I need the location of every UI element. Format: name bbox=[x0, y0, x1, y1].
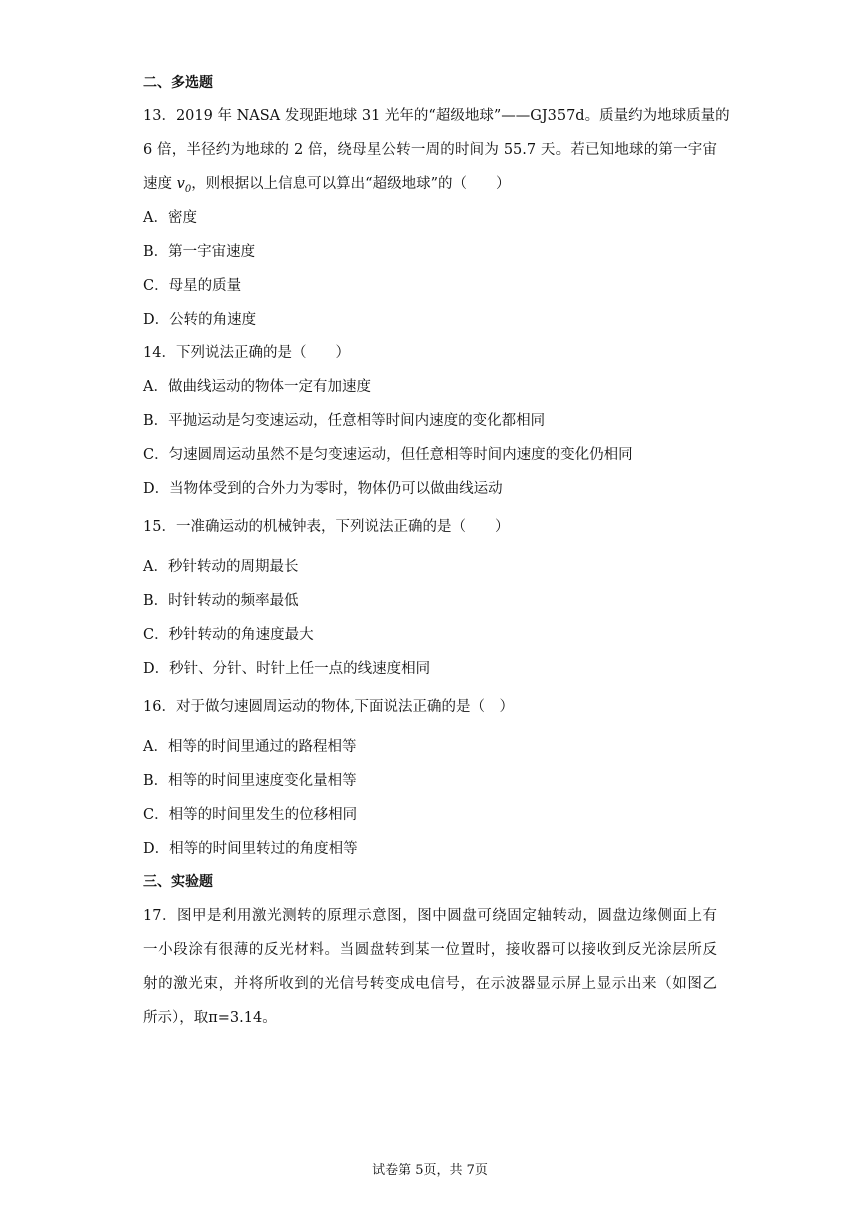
q13-option-b: B．第一宇宙速度 bbox=[143, 244, 256, 260]
q17-stem-line-3: 射的激光束，并将所收到的光信号转变成电信号，在示波器显示屏上显示出来（如图乙 bbox=[143, 976, 717, 992]
q17-stem-line-1: 17．图甲是利用激光测转的原理示意图，图中圆盘可绕固定轴转动，圆盘边缘侧面上有 bbox=[143, 908, 717, 924]
q14-option-c: C．匀速圆周运动虽然不是匀变速运动，但任意相等时间内速度的变化仍相同 bbox=[143, 447, 633, 463]
q13-stem-line-2: 6 倍，半径约为地球的 2 倍，绕母星公转一周的时间为 55.7 天。若已知地球的第一宇宙 bbox=[143, 142, 717, 158]
q15-option-b: B．时针转动的频率最低 bbox=[143, 593, 299, 609]
q15-option-c: C．秒针转动的角速度最大 bbox=[143, 627, 314, 643]
q16-option-c: C．相等的时间里发生的位移相同 bbox=[143, 807, 358, 823]
q17-stem-line-4: 所示），取π=3.14。 bbox=[143, 1010, 277, 1026]
q13-stem-line-3 bbox=[143, 174, 511, 200]
q14-option-a: A．做曲线运动的物体一定有加速度 bbox=[143, 379, 371, 395]
q16-option-a: A．相等的时间里通过的路程相等 bbox=[143, 739, 357, 755]
q16-option-d: D．相等的时间里转过的角度相等 bbox=[143, 841, 358, 857]
q13-stem-line-1: 13．2019 年 NASA 发现距地球 31 光年的“超级地球”——GJ357d。质量约为地球质量的 bbox=[143, 108, 730, 124]
q14-option-b: B．平抛运动是匀变速运动，任意相等时间内速度的变化都相同 bbox=[143, 413, 546, 429]
page-footer: 试卷第 5页，共 7页 bbox=[372, 1163, 488, 1178]
q14-stem: 14．下列说法正确的是（ ） bbox=[143, 345, 350, 361]
q16-stem: 16．对于做匀速圆周运动的物体,下面说法正确的是（ ） bbox=[143, 699, 515, 715]
q15-option-d: D．秒针、分针、时针上任一点的线速度相同 bbox=[143, 661, 431, 677]
q13-variable-v: v bbox=[176, 176, 185, 192]
q17-stem-line-2: 一小段涂有很薄的反光材料。当圆盘转到某一位置时，接收器可以接收到反光涂层所反 bbox=[143, 942, 717, 958]
section-heading-experiment: 三、实验题 bbox=[143, 874, 213, 890]
q13-option-c: C．母星的质量 bbox=[143, 278, 242, 294]
q13-text-a: 速度 bbox=[143, 176, 177, 192]
section-heading-multiple-choice: 二、多选题 bbox=[143, 75, 213, 91]
q16-option-b: B．相等的时间里速度变化量相等 bbox=[143, 773, 357, 789]
q13-variable-subscript: 0 bbox=[184, 183, 192, 195]
q13-option-d: D．公转的角速度 bbox=[143, 312, 257, 328]
q15-stem: 15．一准确运动的机械钟表，下列说法正确的是（ ） bbox=[143, 519, 510, 535]
q14-option-d: D．当物体受到的合外力为零时，物体仍可以做曲线运动 bbox=[143, 481, 503, 497]
q13-option-a: A．密度 bbox=[143, 210, 197, 226]
q15-option-a: A．秒针转动的周期最长 bbox=[143, 559, 299, 575]
q13-text-b: ，则根据以上信息可以算出“超级地球”的（ ） bbox=[191, 176, 511, 192]
